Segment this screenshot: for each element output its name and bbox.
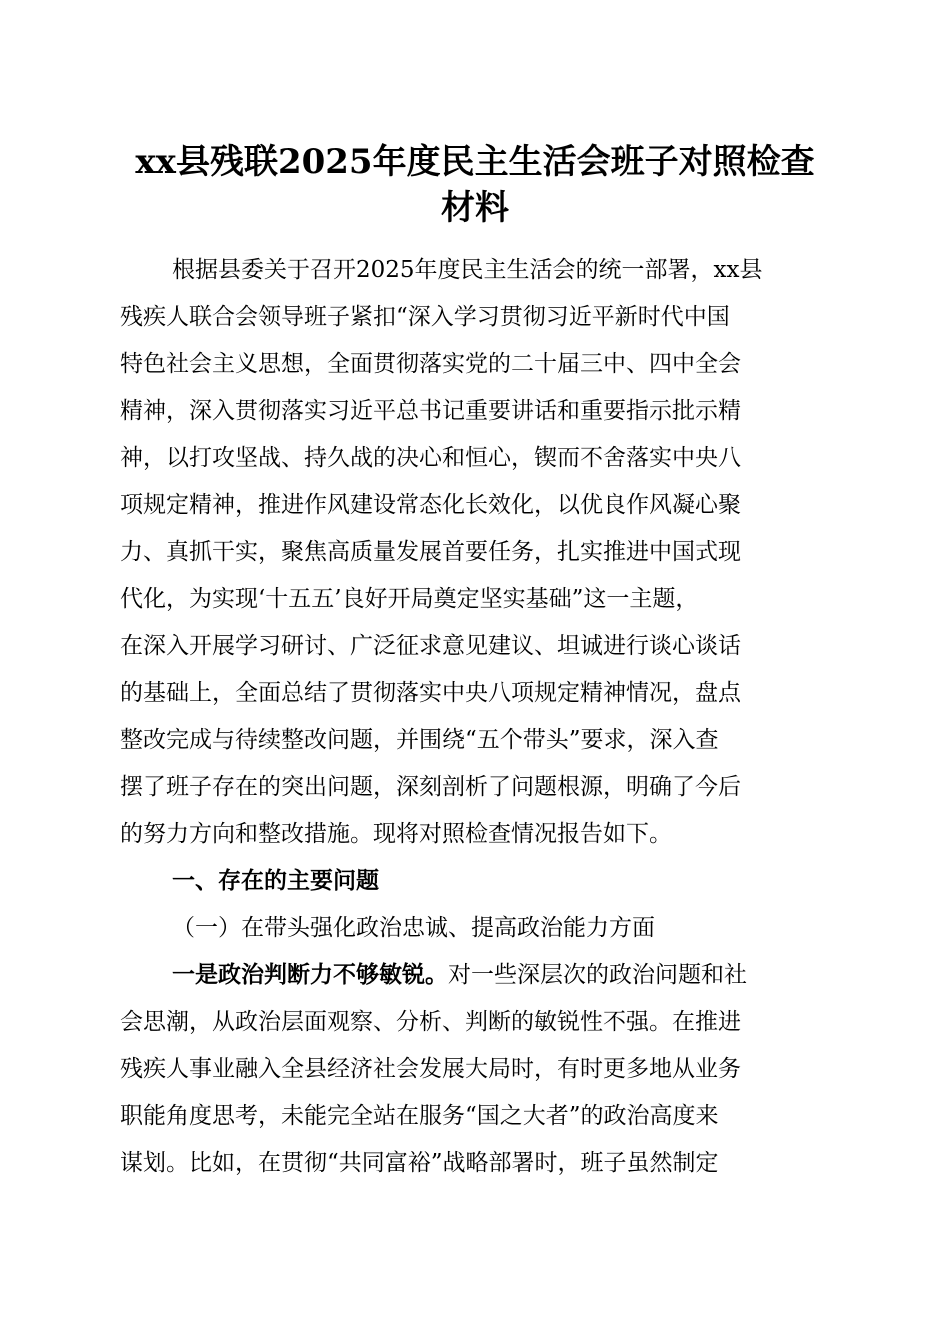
subsection-heading: （一）在带头强化政治忠诚、提高政治能力方面 [172,915,655,941]
point-line: 会思潮，从政治层面观察、分析、判断的敏锐性不强。在推进 [120,1009,741,1035]
point-first-rest: 对一些深层次的政治问题和社 [448,962,747,988]
intro-line: 的努力方向和整改措施。现将对照检查情况报告如下。 [120,821,672,847]
intro-line: 在深入开展学习研讨、广泛征求意见建议、坦诚进行谈心谈话 [120,633,741,659]
point-lead: 一是政治判断力不够敏锐。 [172,961,448,988]
intro-line: 神，以打攻坚战、持久战的决心和恒心，锲而不舍落实中央八 [120,445,741,471]
intro-line: 代化，为实现‘十五五’良好开局奠定坚实基础”这一主题， [120,586,699,612]
intro-line: 的基础上，全面总结了贯彻落实中央八项规定精神情况，盘点 [120,680,741,706]
document-title-line-2: 材料 [441,188,509,228]
intro-line: 摆了班子存在的突出问题，深刻剖析了问题根源，明确了今后 [120,774,741,800]
intro-line: 残疾人联合会领导班子紧扣“深入学习贯彻习近平新时代中国 [120,304,730,330]
point-line: 残疾人事业融入全县经济社会发展大局时，有时更多地从业务 [120,1056,741,1082]
intro-line: 根据县委关于召开2025年度民主生活会的统一部署，xx县 [172,257,763,283]
intro-line: 精神，深入贯彻落实习近平总书记重要讲话和重要指示批示精 [120,398,741,424]
section-heading: 一、存在的主要问题 [172,867,379,894]
intro-line: 项规定精神，推进作风建设常态化长效化，以优良作风凝心聚 [120,492,741,518]
intro-line: 整改完成与待续整改问题，并围绕“五个带头”要求，深入查 [120,727,719,753]
point-line: 职能角度思考，未能完全站在服务“国之大者”的政治高度来 [120,1103,719,1129]
point-line: 谋划。比如，在贯彻“共同富裕”战略部署时，班子虽然制定 [120,1150,719,1176]
document-title-line-1: xx县残联2025年度民主生活会班子对照检查 [135,142,815,182]
intro-line: 特色社会主义思想，全面贯彻落实党的二十届三中、四中全会 [120,351,741,377]
point-first-line [172,952,747,998]
intro-line: 力、真抓干实，聚焦高质量发展首要任务，扎实推进中国式现 [120,539,741,565]
